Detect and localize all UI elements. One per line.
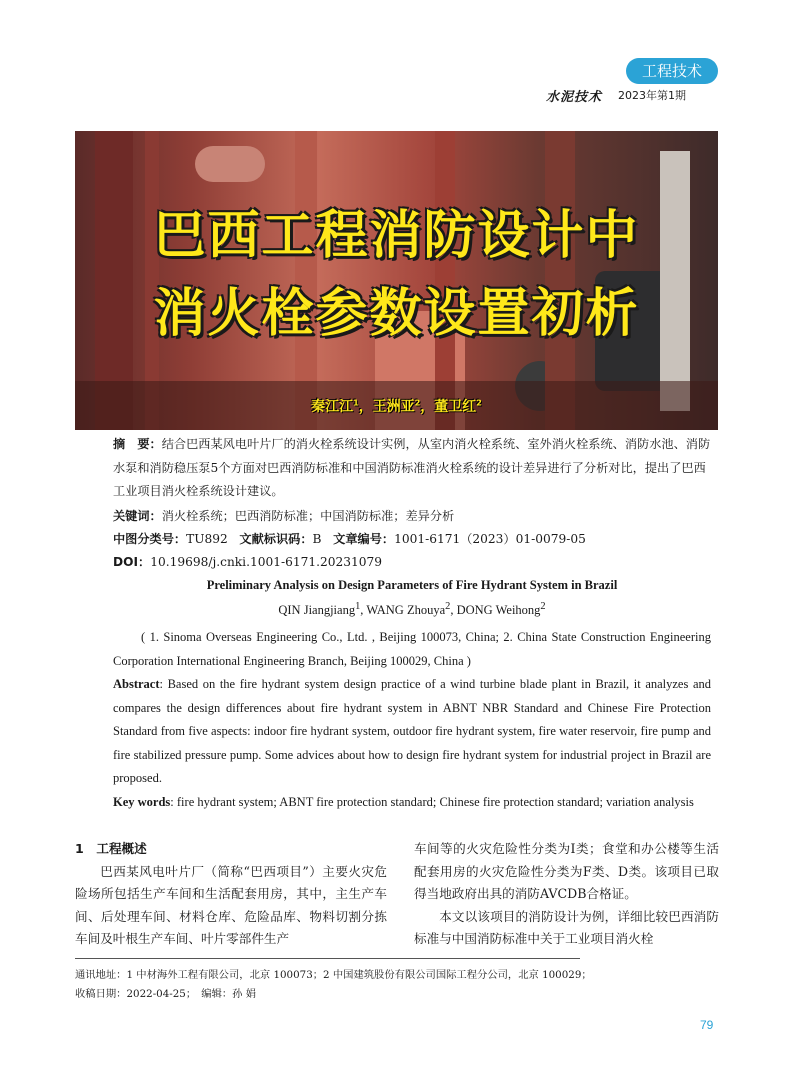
author-affiliation-mark: 1 <box>353 398 359 408</box>
abstract-label: 摘 要： <box>113 437 162 451</box>
page-number: 79 <box>700 1018 714 1032</box>
doc-code-label: 文献标识码： <box>239 532 313 546</box>
article-number-value: 1001-6171（2023）01-0079-05 <box>394 532 586 546</box>
body-column-right <box>414 838 719 951</box>
author-name: DONG Weihong <box>456 603 541 618</box>
footnote-address: 通讯地址：1 中材海外工程有限公司，北京 100073；2 中国建筑股份有限公司国际工程分公司，北京 100029； <box>75 969 592 981</box>
author-name: 秦江江 <box>311 399 354 415</box>
body-column-left <box>75 838 387 951</box>
author-affiliation-mark: 2 <box>476 398 482 408</box>
abstract-text: : Based on the fire hydrant system design practice of a wind turbine blade plant in Brazil, it analyzes and compares the design differences about fire hydrant system in ABNT NBR Standard and Chinese Fire Protection Standard from five aspects: indoor fire hydrant system, outdoor fire hydrant system, fire water reservoir, fire pump and fire stabilized pressure pump. Some advices about how to design fire hydrant system for industrial project in Brazil are proposed. <box>113 677 711 785</box>
author-affiliation-mark: 2 <box>445 601 451 612</box>
english-title: Preliminary Analysis on Design Parameters of Fire Hydrant System in Brazil <box>206 578 618 592</box>
keywords-label: Key words <box>113 795 171 809</box>
english-abstract <box>113 673 711 791</box>
abstract-text: 结合巴西某风电叶片厂的消火栓系统设计实例，从室内消火栓系统、室外消火栓系统、消防水池、消防水泵和消防稳压泵5个方面对巴西消防标准和中国消防标准消火栓系统的设计差异进行了分析对比，提出了巴西工业项目消火栓系统设计建议。 <box>113 437 711 498</box>
clc-label: 中图分类号： <box>113 532 187 546</box>
section-tag: 工程技术 <box>626 58 718 84</box>
footnote-divider <box>75 958 580 959</box>
body-paragraph: 本文以该项目的消防设计为例，详细比较巴西消防标准与中国消防标准中关于工业项目消火栓 <box>414 908 719 947</box>
clc-value: TU892 <box>186 532 228 546</box>
keywords-label: 关键词： <box>113 509 162 523</box>
abstract-label: Abstract <box>113 677 160 691</box>
hero-banner <box>75 131 718 430</box>
body-paragraph: 车间等的火灾危险性分类为Ⅰ类；食堂和办公楼等生活配套用房的火灾危险性分类为F类、D类。该项目已取得当地政府出具的消防AVCDB合格证。 <box>414 841 719 902</box>
footnote <box>75 966 635 1004</box>
author-name: 王洲亚 <box>372 399 415 415</box>
doi-label: DOI： <box>113 555 151 569</box>
author-name: WANG Zhouya <box>366 603 446 618</box>
author-name: 董卫红 <box>434 399 477 415</box>
author-affiliation-mark: 1 <box>355 601 361 612</box>
english-authors: QIN Jiangjiang$^1$, WANG Zhouya$^2$, DONG Weihong$^2$ <box>278 601 546 618</box>
author-affiliation-mark: 2 <box>414 398 421 408</box>
chinese-keywords <box>113 507 454 524</box>
article-number-label: 文章编号： <box>333 532 395 546</box>
keywords-text: 消火栓系统；巴西消防标准；中国消防标准；差异分析 <box>161 509 455 523</box>
english-keywords <box>113 791 711 815</box>
journal-name: 水泥技术 <box>546 90 603 105</box>
doi-value[interactable]: 10.19698/j.cnki.1001-6171.20231079 <box>150 555 383 569</box>
journal-issue: 2023年第1期 <box>618 89 686 102</box>
doc-code-value: B <box>312 532 322 546</box>
footnote-received: 收稿日期：2022-04-25； 编辑：孙 娟 <box>75 988 257 1000</box>
article-title-line-2: 消火栓参数设置初析 <box>153 284 640 344</box>
pipe-illustration <box>195 146 265 182</box>
english-affiliation: ( 1. Sinoma Overseas Engineering Co., Ltd. , Beijing 100073, China; 2. China State Construction Engineering Corporation International Engineering Branch, Beijing 100029, China ) <box>113 630 711 668</box>
keywords-text: : fire hydrant system; ABNT fire protection standard; Chinese fire protection standard; variation analysis <box>170 795 694 809</box>
doi-line <box>113 553 382 570</box>
body-paragraph: 巴西某风电叶片厂（简称“巴西项目”）主要火灾危险场所包括生产车间和生活配套用房，其中，主生产车间、后处理车间、材料仓库、危险品库、物料切割分拣车间及叶根生产车间、叶片零部件生产 <box>75 863 387 947</box>
chinese-abstract <box>113 433 711 504</box>
article-title-line-1: 巴西工程消防设计中 <box>153 206 640 266</box>
classification-line <box>113 530 586 547</box>
author-list: 秦江江$^1$，王洲亚$^2$，董卫红$^2$ <box>311 398 482 415</box>
author-affiliation-mark: 2 <box>540 601 546 612</box>
section-heading: 1 工程概述 <box>75 841 147 856</box>
author-name: QIN Jiangjiang <box>278 603 356 618</box>
